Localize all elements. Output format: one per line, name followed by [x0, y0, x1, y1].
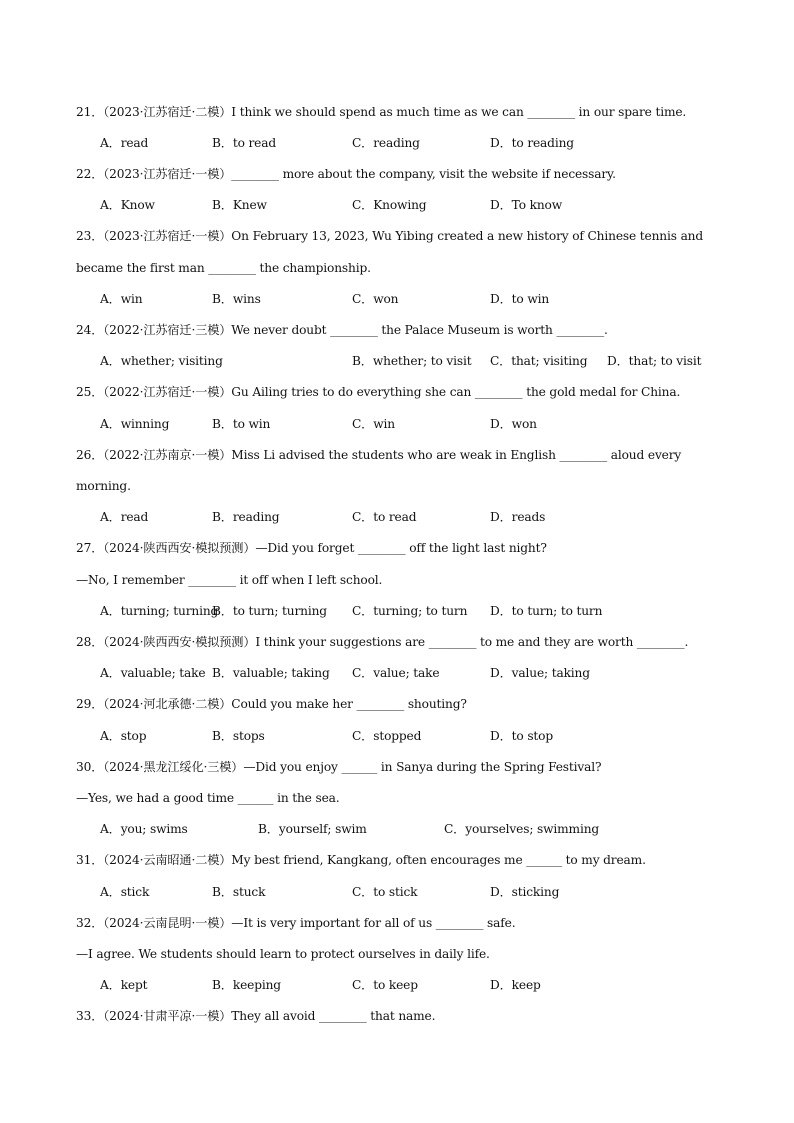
- question-32-option-d[interactable]: D．keep: [490, 978, 541, 992]
- question-27-option-b[interactable]: B．to turn; turning: [212, 604, 327, 618]
- question-24-option-d[interactable]: D．that; to visit: [607, 354, 702, 368]
- question-23-option-b[interactable]: B．wins: [212, 292, 261, 306]
- question-23-option-c[interactable]: C．won: [352, 292, 399, 306]
- question-21-option-b[interactable]: B．to read: [212, 136, 277, 150]
- question-32-text: 32．（2024·云南昆明·一模）—It is very important for all of us ________ safe.: [76, 916, 516, 930]
- question-27-option-d[interactable]: D．to turn; to turn: [490, 604, 603, 618]
- question-26-text: 26．（2022·江苏南京·一模）Miss Li advised the students who are weak in English ________ aloud every: [76, 448, 682, 462]
- question-25-option-b[interactable]: B．to win: [212, 417, 271, 431]
- question-25-text: 25．（2022·江苏宿迁·一模）Gu Ailing tries to do everything she can ________ the gold medal for China.: [76, 385, 681, 399]
- question-30-option-b[interactable]: B．yourself; swim: [258, 822, 367, 836]
- question-28-option-a[interactable]: A．valuable; take: [100, 666, 206, 680]
- question-25-option-d[interactable]: D．won: [490, 417, 537, 431]
- question-32-option-c[interactable]: C．to keep: [352, 978, 418, 992]
- question-33-text: 33．（2024·甘肃平凉·一模）They all avoid ________ that name.: [76, 1009, 436, 1023]
- question-24-text: 24．（2022·江苏宿迁·三模）We never doubt ________ the Palace Museum is worth ________.: [76, 323, 608, 337]
- question-21-option-c[interactable]: C．reading: [352, 136, 420, 150]
- question-26-option-c[interactable]: C．to read: [352, 510, 417, 524]
- question-25-option-a[interactable]: A．winning: [100, 417, 170, 431]
- question-25-option-c[interactable]: C．win: [352, 417, 395, 431]
- question-23-option-a[interactable]: A．win: [100, 292, 143, 306]
- question-30-text: 30．（2024·黑龙江绥化·三模）—Did you enjoy ______ in Sanya during the Spring Festival?: [76, 760, 602, 774]
- question-31-text: 31．（2024·云南昭通·二模）My best friend, Kangkang, often encourages me ______ to my dream.: [76, 853, 646, 867]
- question-22-option-c[interactable]: C．Knowing: [352, 198, 427, 212]
- question-32-text-cont: —I agree. We students should learn to protect ourselves in daily life.: [76, 947, 490, 961]
- question-32-option-a[interactable]: A．kept: [100, 978, 148, 992]
- question-28-text: 28．（2024·陕西西安·模拟预测）I think your suggestions are ________ to me and they are worth ________.: [76, 635, 689, 649]
- question-32-option-b[interactable]: B．keeping: [212, 978, 281, 992]
- question-23-text: 23．（2023·江苏宿迁·一模）On February 13, 2023, Wu Yibing created a new history of Chinese tennis and: [76, 229, 704, 243]
- question-29-text: 29．（2024·河北承德·二模）Could you make her ________ shouting?: [76, 697, 467, 711]
- question-30-option-c[interactable]: C．yourselves; swimming: [444, 822, 600, 836]
- question-21-option-d[interactable]: D．to reading: [490, 136, 574, 150]
- question-24-option-a[interactable]: A．whether; visiting: [100, 354, 223, 368]
- question-29-option-b[interactable]: B．stops: [212, 729, 265, 743]
- question-27-option-c[interactable]: C．turning; to turn: [352, 604, 468, 618]
- question-24-option-b[interactable]: B．whether; to visit: [352, 354, 472, 368]
- question-31-option-c[interactable]: C．to stick: [352, 885, 418, 899]
- question-29-option-a[interactable]: A．stop: [100, 729, 147, 743]
- question-31-option-a[interactable]: A．stick: [100, 885, 150, 899]
- question-31-option-d[interactable]: D．sticking: [490, 885, 560, 899]
- question-26-option-d[interactable]: D．reads: [490, 510, 546, 524]
- question-26-option-a[interactable]: A．read: [100, 510, 149, 524]
- question-28-option-c[interactable]: C．value; take: [352, 666, 440, 680]
- question-23-option-d[interactable]: D．to win: [490, 292, 550, 306]
- question-26-text-cont: morning.: [76, 479, 131, 493]
- question-22-option-b[interactable]: B．Knew: [212, 198, 267, 212]
- question-30-option-a[interactable]: A．you; swims: [100, 822, 188, 836]
- question-30-text-cont: —Yes, we had a good time ______ in the sea.: [76, 791, 340, 805]
- question-22-option-a[interactable]: A．Know: [100, 198, 155, 212]
- question-21-option-a[interactable]: A．read: [100, 136, 149, 150]
- question-26-option-b[interactable]: B．reading: [212, 510, 280, 524]
- question-22-option-d[interactable]: D．To know: [490, 198, 563, 212]
- question-28-option-d[interactable]: D．value; taking: [490, 666, 590, 680]
- question-24-option-c[interactable]: C．that; visiting: [490, 354, 588, 368]
- question-27-text-cont: —No, I remember ________ it off when I left school.: [76, 573, 383, 587]
- question-23-text-cont: became the first man ________ the championship.: [76, 261, 371, 275]
- question-28-option-b[interactable]: B．valuable; taking: [212, 666, 330, 680]
- question-29-option-d[interactable]: D．to stop: [490, 729, 554, 743]
- question-27-option-a[interactable]: A．turning; turning: [100, 604, 219, 618]
- question-22-text: 22．（2023·江苏宿迁·一模）________ more about the company, visit the website if necessary.: [76, 167, 616, 181]
- question-29-option-c[interactable]: C．stopped: [352, 729, 422, 743]
- question-21-text: 21．（2023·江苏宿迁·二模）I think we should spend as much time as we can ________ in our spare time.: [76, 105, 687, 119]
- question-31-option-b[interactable]: B．stuck: [212, 885, 266, 899]
- question-27-text: 27．（2024·陕西西安·模拟预测）—Did you forget ________ off the light last night?: [76, 541, 547, 555]
